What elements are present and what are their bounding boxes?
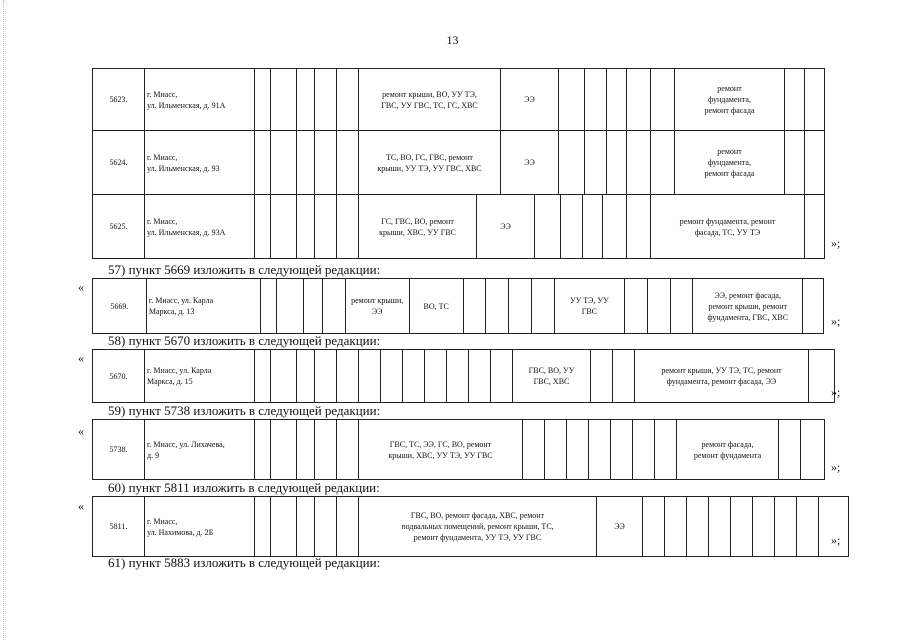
address-text: г. Миасс, ул. Карла Маркса, д. 15 <box>147 366 212 386</box>
works-cell <box>693 279 803 334</box>
section-heading-57: 57) пункт 5669 изложить в следующей редакции: <box>108 262 381 277</box>
works-text: ремонт крыши, УУ ТЭ, ТС, ремонт фундамента, ремонт фасада, ЭЭ <box>661 366 782 386</box>
works-cell <box>359 195 477 259</box>
works-cell: ЭЭ <box>477 195 535 259</box>
address-text: г. Миасс, ул. Ильменская, д. 93А <box>147 216 226 237</box>
table-5623-5625 <box>92 68 825 195</box>
table-5738 <box>92 419 825 480</box>
works-cell <box>359 131 501 195</box>
address-text: г. Миасс, ул. Лихачева, д. 9 <box>147 439 225 460</box>
table-row <box>93 69 825 131</box>
row-number: 5669. <box>93 279 147 334</box>
closing-quote: »; <box>831 385 841 399</box>
row-number: 5811. <box>93 497 145 557</box>
works-text: ГВС, ВО, ремонт фасада, ХВС, ремонт подвальных помещений, ремонт крыши, ТС, ремонт фундамента, УУ ТЭ, УУ ГВС <box>401 511 554 542</box>
works-cell: ЭЭ <box>597 497 643 557</box>
table-row <box>93 350 835 403</box>
table-row-5625 <box>92 194 825 259</box>
section-heading-60: 60) пункт 5811 изложить в следующей редакции: <box>108 480 380 495</box>
table-5670 <box>92 349 835 403</box>
works-text: ремонт фундамента, ремонт фасада <box>704 84 755 115</box>
address-cell <box>145 195 255 259</box>
works-cell: ЭЭ <box>501 69 559 131</box>
opening-quote: « <box>78 280 84 294</box>
works-cell: ВО, ТС <box>409 279 463 334</box>
address-text: г. Миасс, ул. Ильменская, д. 93 <box>147 152 220 173</box>
works-text: УУ ТЭ, УУ ГВС <box>569 296 609 316</box>
table-row <box>93 420 825 480</box>
row-number: 5623. <box>93 69 145 131</box>
works-cell <box>359 69 501 131</box>
address-text: г. Миасс, ул. Ильменская, д. 91А <box>147 89 226 110</box>
address-text: г. Миасс, ул. Карла Маркса, д. 13 <box>148 296 214 316</box>
section-heading-58: 58) пункт 5670 изложить в следующей редакции: <box>108 333 381 348</box>
table-row <box>93 279 824 334</box>
works-text: ГВС, ТС, ЭЭ, ГС, ВО, ремонт крыши, ХВС, УУ ТЭ, УУ ГВС <box>388 439 493 460</box>
works-text: ТС, ВО, ГС, ГВС, ремонт крыши, УУ ТЭ, УУ ГВС, ХВС <box>377 152 482 173</box>
margin-rule <box>3 0 4 640</box>
works-text: ГС, ГВС, ВО, ремонт крыши, ХВС, УУ ГВС <box>379 216 456 237</box>
works-cell <box>554 279 624 334</box>
address-text: г. Миасс, ул. Нахимова, д. 2Б <box>147 516 214 537</box>
opening-quote: « <box>78 351 84 365</box>
address-cell <box>145 69 255 131</box>
table-row <box>93 195 825 259</box>
works-cell <box>675 69 785 131</box>
address-cell <box>145 350 255 403</box>
table-row <box>93 131 825 195</box>
works-cell <box>359 420 523 480</box>
works-text: ЭЭ, ремонт фасада, ремонт крыши, ремонт фундамента, ГВС, ХВС <box>707 290 789 322</box>
works-cell <box>675 131 785 195</box>
page-number: 13 <box>446 33 459 47</box>
works-cell <box>651 195 805 259</box>
works-cell <box>635 350 809 403</box>
closing-quote: »; <box>831 533 841 547</box>
section-heading-59: 59) пункт 5738 изложить в следующей редакции: <box>108 403 381 418</box>
row-number: 5738. <box>93 420 145 480</box>
works-cell <box>359 497 597 557</box>
table-row <box>93 497 849 557</box>
address-cell <box>145 497 255 557</box>
works-text: ремонт фасада, ремонт фундамента <box>693 439 762 460</box>
works-cell <box>677 420 779 480</box>
address-cell <box>146 279 260 334</box>
works-text: ГВС, ВО, УУ ГВС, ХВС <box>528 366 575 386</box>
works-text: ремонт крыши, ЭЭ <box>351 296 404 316</box>
closing-quote: »; <box>831 236 841 250</box>
opening-quote: « <box>78 424 84 438</box>
section-heading-61: 61) пункт 5883 изложить в следующей редакции: <box>108 555 381 570</box>
works-text: ремонт крыши, ВО, УУ ТЭ, ГВС, УУ ГВС, ТС, ГС, ХВС <box>381 89 478 110</box>
works-cell <box>513 350 591 403</box>
table-5669 <box>92 278 824 334</box>
works-cell <box>345 279 409 334</box>
row-number: 5670. <box>93 350 145 403</box>
works-text: ремонт фундамента, ремонт фасада <box>704 147 755 178</box>
row-number: 5624. <box>93 131 145 195</box>
table-5811 <box>92 496 849 557</box>
opening-quote: « <box>78 499 84 513</box>
closing-quote: »; <box>831 460 841 474</box>
works-text: ремонт фундамента, ремонт фасада, ТС, УУ ТЭ <box>679 216 776 237</box>
row-number: 5625. <box>93 195 145 259</box>
address-cell <box>145 131 255 195</box>
works-cell: ЭЭ <box>501 131 559 195</box>
address-cell <box>145 420 255 480</box>
closing-quote: »; <box>831 314 841 328</box>
